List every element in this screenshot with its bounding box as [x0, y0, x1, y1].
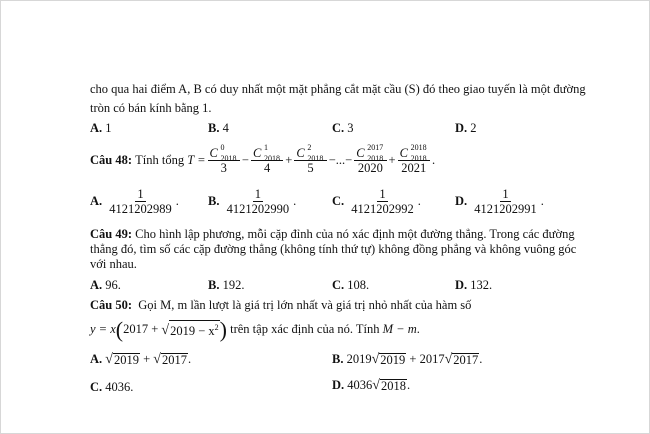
sqrt-sign: √ 2017 — [153, 351, 187, 367]
q48-option-a[interactable]: A. $\frac{1}{4121202989}$ . — [90, 186, 179, 216]
sqrt-sign: √ 2017 — [444, 351, 479, 367]
term-2: C 2 2018 5 — [294, 146, 326, 175]
option-label: B. — [208, 278, 220, 292]
op-plus: + — [285, 152, 293, 167]
q50-option-b[interactable]: B. 2019 √ 2019 + 2017 √ 2017 . — [332, 351, 483, 367]
sqrt-sign: √ 2018 — [372, 377, 406, 393]
option-text: 96. — [105, 278, 121, 292]
q49-option-d[interactable] — [455, 278, 492, 293]
option-text: 1 — [105, 121, 112, 135]
sqrt-sign: √ 2019 — [105, 351, 139, 367]
q48-T: T = — [187, 152, 206, 167]
option-fraction: $\frac{1}{4121202989}$ — [109, 186, 172, 216]
option-label: C. — [332, 278, 345, 292]
option-label: B. — [332, 352, 344, 366]
sqrt-sign: √ 2019 — [371, 351, 406, 367]
option-text: 4036. — [105, 380, 134, 394]
sqrt-sign: √ $2019 - x^2$ — [161, 320, 219, 338]
option-label: A. — [90, 278, 103, 292]
option-label: A. — [90, 121, 103, 135]
term-2017: C 2017 2018 2020 — [354, 146, 386, 175]
option-fraction: $\frac{1}{4121202992}$ — [351, 186, 414, 216]
q50-stem-line2: y = x ( 2017 + √ $2019 - x^2$ ) trên tập xác định của nó. Tính M − m . — [90, 316, 420, 342]
q50-stem-line1: Câu 50: Gọi M, m lần lượt là giá trị lớn nhất và giá trị nhỏ nhất của hàm số — [90, 298, 472, 312]
q48-option-c[interactable]: C. $\frac{1}{4121202992}$ . — [332, 186, 421, 216]
option-label: C. — [332, 193, 345, 208]
q47-option-b[interactable] — [208, 121, 229, 136]
q49-stem-line3: với nhau. — [90, 257, 137, 271]
option-text: 4 — [222, 121, 229, 135]
op-ellipsis: −...− — [328, 152, 353, 167]
option-text: 3 — [347, 121, 354, 135]
option-label: C. — [332, 121, 345, 135]
option-text: 2 — [470, 121, 477, 135]
option-label: B. — [208, 193, 220, 208]
q47-option-d[interactable] — [455, 121, 477, 136]
q47-option-c[interactable] — [332, 121, 354, 136]
option-label: D. — [332, 378, 345, 392]
option-label: C. — [90, 380, 103, 394]
option-text: 108. — [347, 278, 370, 292]
q48-stem-text: Tính tổng — [135, 152, 185, 167]
q49-stem-line2: thẳng đó, tìm số các cặp đường thẳng (không tính thứ tự) không đồng phẳng và không vuông góc — [90, 242, 577, 256]
q49-option-a[interactable] — [90, 278, 121, 293]
end-dot: . — [431, 152, 436, 167]
q47-option-a[interactable] — [90, 121, 112, 136]
option-fraction: $\frac{1}{4121202991}$ — [474, 186, 537, 216]
term-2018: C 2018 2018 2021 — [398, 146, 430, 175]
q50-label: Câu 50: — [90, 298, 133, 312]
option-label: D. — [455, 193, 468, 208]
option-label: A. — [90, 352, 103, 366]
q50-option-a[interactable]: A. √ 2019 + √ 2017 . — [90, 351, 192, 367]
q49-option-c[interactable] — [332, 278, 369, 293]
option-text: 132. — [470, 278, 493, 292]
q49-option-b[interactable] — [208, 278, 244, 293]
op-minus: − — [241, 152, 249, 167]
q47-stem-line2: tròn có bán kính bằng 1. — [90, 101, 212, 115]
term-0: C 0 2018 3 — [208, 146, 240, 175]
expr-M-m: M − m — [382, 321, 417, 336]
option-label: A. — [90, 193, 103, 208]
q48-stem — [90, 142, 435, 178]
q50-option-d[interactable]: D. 4036 √ 2018 . — [332, 377, 411, 393]
q48-label: Câu 48: — [90, 152, 133, 167]
term-1: C 1 2018 4 — [251, 146, 283, 175]
option-label: D. — [455, 121, 468, 135]
q48-option-d[interactable]: D. $\frac{1}{4121202991}$ . — [455, 186, 544, 216]
option-fraction: $\frac{1}{4121202990}$ — [226, 186, 290, 216]
func-y: y = x — [90, 321, 116, 336]
q48-option-b[interactable]: B. $\frac{1}{4121202990}$ . — [208, 186, 297, 216]
option-label: D. — [455, 278, 468, 292]
option-label: B. — [208, 121, 220, 135]
q49-stem-line1: Câu 49: Cho hình lập phương, mỗi cặp đỉnh của nó xác định một đường thẳng. Trong các đường — [90, 227, 575, 241]
q50-option-c[interactable] — [90, 380, 133, 395]
op-plus: + — [388, 152, 396, 167]
option-text: 192. — [222, 278, 245, 292]
q49-label: Câu 49: — [90, 227, 133, 241]
q47-stem-line1: cho qua hai điểm A, B có duy nhất một mặt phẳng cắt mặt cầu (S) đó theo giao tuyến là một đường — [90, 82, 586, 96]
